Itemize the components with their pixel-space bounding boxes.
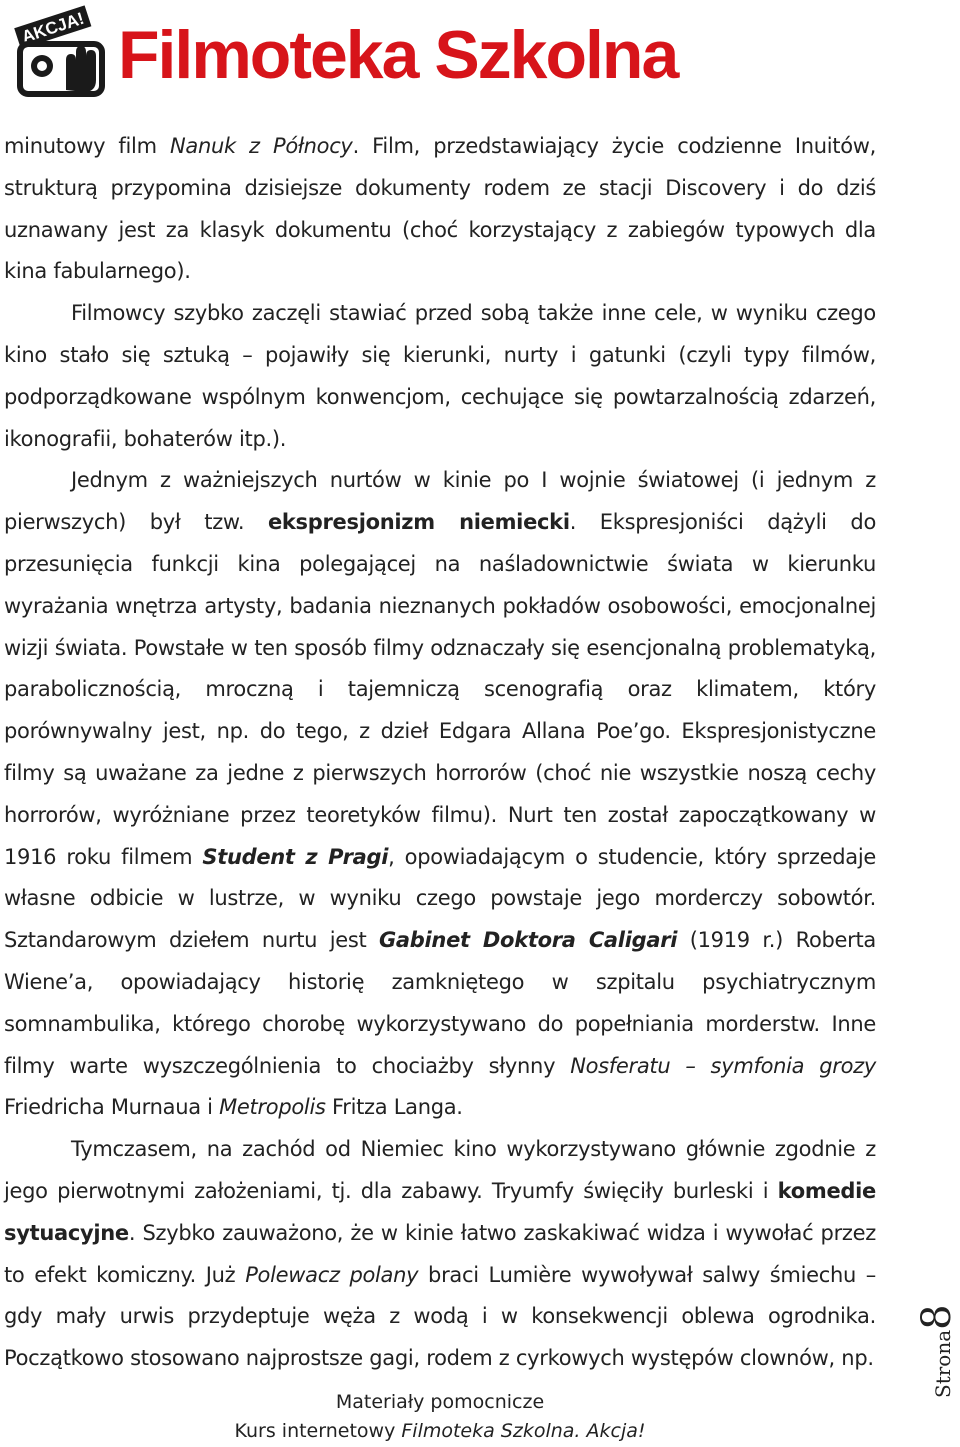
text-run: braci Lumière wywoływał salwy śmiechu – gdy mały urwis przydeptuje węża z wodą i w konsekwencji oblewa ogrodnika. Początkowo stosowano najprostsze gagi, rodem z cyrkowych występów clownów, np. [4,1262,876,1371]
emphasis-text: Student z Pragi [202,844,389,869]
svg-text:AKCJA!: AKCJA! [19,8,87,47]
text-run: Jednym z ważniejszych nurtów w kinie po I wojnie światowej (i jednym z pierwszych) był tzw. [4,468,876,535]
paragraph [4,126,876,293]
text-run: (1919 r.) Roberta Wiene’a, opowiadający historię zamkniętego w szpitalu psychiatrycznym somnambulika, którego chorobę wykorzystywano do popełniania morderstw. Inne filmy warte wyszczególnienia to chociażby słynny [4,928,876,1078]
emphasis-text: komedie sytuacyjne [4,1178,876,1245]
footer-line-2-prefix: Kurs internetowy [234,1420,402,1442]
text-run: . Film, przedstawiający życie codzienne Inuitów, strukturą przypomina dzisiejsze dokumenty rodem ze stacji Discovery i do dziś uznawany jest za klasyk dokumentu (choć korzystający z zabiegów typowych dla kina fabularnego). [4,134,877,284]
page-number-marker [914,1304,960,1398]
paragraph [4,460,876,1129]
emphasis-text: Polewacz polany [245,1262,419,1287]
hand-stop-icon [14,4,114,100]
logo-title: Filmoteka Szkolna [118,17,678,93]
paragraph [4,293,876,460]
footer-line-1: Materiały pomocnicze [335,1391,545,1413]
text-run: . Ekspresjoniści dążyli do przesunięcia funkcji kina polegającej na naśladownictwie świata w kierunku wyrażania wnętrza artysty, badania nieznanych pokładów osobowości, emocjonalnej wizji świata. Powstałe w ten sposób filmy odznaczały się esencjonalną problematyką, parabolicznością, mroczną i tajemniczą scenografią oraz klimatem, który porównywalny jest, np. do tego, z dzieł Edgara Allana Poe’go. Ekspresjonistyczne filmy są uważane za jedne z pierwszych horrorów (choć nie wszystkie noszą cechy horrorów, wyróżniane przez teoretyków filmu). Nurt ten został zapoczątkowany w 1916 roku filmem [4,510,876,869]
footer-line-2 [0,1417,880,1446]
text-run: , opowiadającym o studencie, który sprzedaje własne odbicie w lustrze, w wyniku czego powstaje jego morderczy sobowtór. Sztandarowym dziełem nurtu jest [4,844,876,953]
emphasis-text: Metropolis [219,1095,326,1120]
text-run: Friedricha Murnaua i [4,1095,220,1120]
footer-course-name: Filmoteka Szkolna. Akcja! [401,1420,646,1442]
paragraph [4,1129,876,1380]
emphasis-text: Nosferatu – symfonia grozy [570,1053,876,1078]
text-run: . Szybko zauważono, że w kinie łatwo zaskakiwać widza i wywołać przez to efekt komiczny. Już [4,1220,876,1287]
emphasis-text: Gabinet Doktora Caligari [378,928,678,953]
text-run: Filmowcy szybko zaczęli stawiać przed sobą także inne cele, w wyniku czego kino stało się sztuką – pojawiły się kierunki, nurty i gatunki (czyli typy filmów, podporządkowane wspólnym konwencjom, cechujące się powtarzalnością zdarzeń, ikonografii, bohaterów itp.). [4,301,876,451]
page-number: 8 [914,1304,960,1330]
emphasis-text: ekspresjonizm niemiecki [267,510,570,535]
filmoteka-logo [14,4,844,100]
page-label: Strona [931,1329,955,1398]
text-run: minutowy film [4,134,170,158]
page-footer [0,1388,880,1446]
text-run: Tymczasem, na zachód od Niemiec kino wykorzystywano głównie zgodnie z jego pierwotnymi założeniami, tj. dla zabawy. Tryumfy święciły burleski i [4,1137,876,1203]
text-run: Fritza Langa. [325,1095,463,1120]
article-body [4,126,876,1380]
emphasis-text: Nanuk z Północy [169,134,353,158]
